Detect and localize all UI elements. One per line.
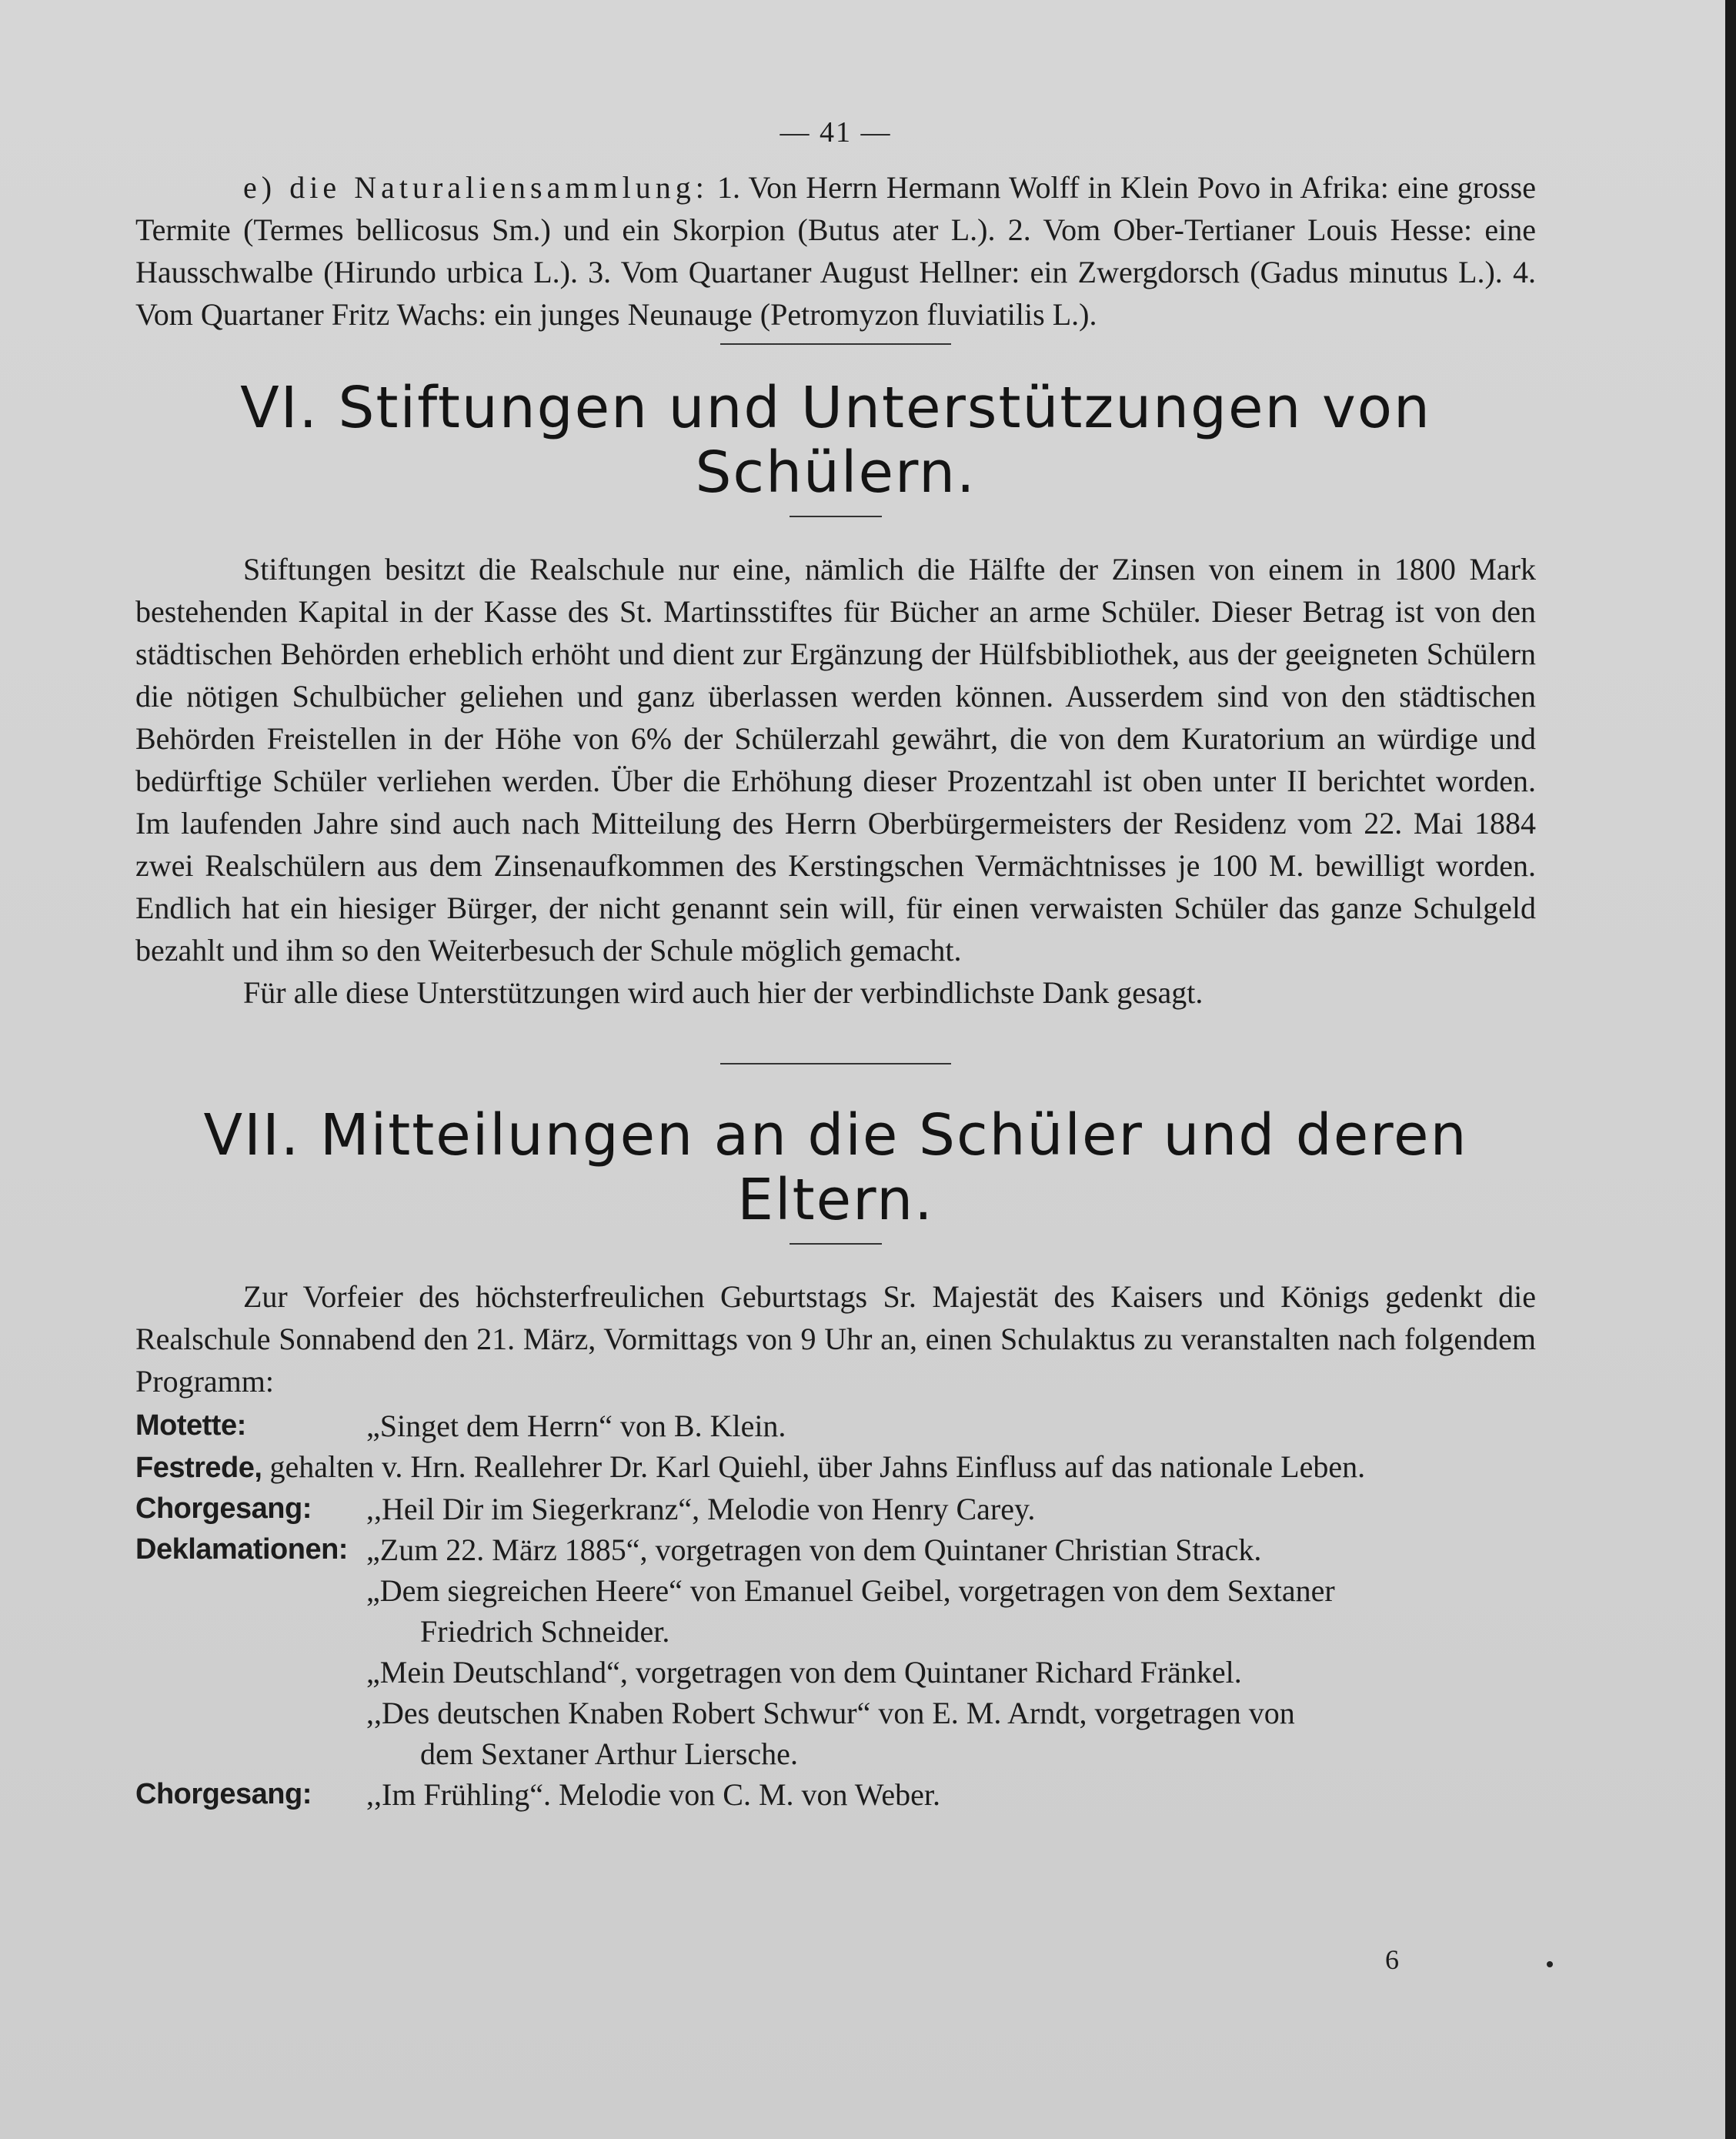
program-label: Chorgesang: xyxy=(135,1492,312,1525)
naturalien-label: e) die Naturaliensammlung: xyxy=(243,170,709,205)
program-item xyxy=(135,1570,1536,1652)
program-text: „Dem siegreichen Heere“ von Emanuel Geibel, vorgetragen von dem Sextaner Friedrich Schneider. xyxy=(366,1573,1335,1649)
program-text: „Mein Deutschland“, vorgetragen von dem Quintaner Richard Fränkel. xyxy=(366,1655,1242,1689)
program-item xyxy=(135,1446,1536,1489)
section-7-title: VII. Mitteilungen an die Schüler und deren Eltern. xyxy=(203,1102,1468,1233)
section-6-title: VI. Stiftungen und Unterstützungen von Schülern. xyxy=(240,375,1431,506)
program-label: Motette: xyxy=(135,1409,246,1442)
signature-mark: 6 xyxy=(1385,1944,1399,1975)
program-list xyxy=(135,1405,1536,1815)
divider xyxy=(720,343,951,345)
program-label xyxy=(135,1570,366,1652)
program-text: ,,Des deutschen Knaben Robert Schwur“ von E. M. Arndt, vorgetragen von dem Sextaner Arthur Liersche. xyxy=(366,1696,1295,1771)
naturalien-text: 1. Von Herrn Hermann Wolff in Klein Povo in Afrika: eine grosse Termite (Termes bellicosus Sm.) und ein Skorpion (Butus ater L.). 2. Vom Ober-Tertianer Louis Hesse: eine Hausschwalbe (Hirundo urbica L.). 3. Vom Quartaner August Hellner: ein Zwergdorsch (Gadus minutus L.). 4. Vom Quartaner Fritz Wachs: ein junges Neunauge (Petromyzon fluviatilis L.). xyxy=(135,170,1536,332)
program-item xyxy=(135,1529,1536,1570)
program-label xyxy=(135,1652,366,1693)
scan-edge xyxy=(1725,0,1736,2139)
program-label: Deklamationen: xyxy=(135,1533,348,1566)
program-item xyxy=(135,1652,1536,1693)
program-label: Festrede, xyxy=(135,1452,262,1484)
naturalien-paragraph xyxy=(135,166,1536,336)
divider xyxy=(790,1243,882,1245)
program-label xyxy=(135,1693,366,1774)
page-number: — 41 — xyxy=(780,116,892,149)
print-dot xyxy=(1547,1961,1553,1967)
divider xyxy=(720,1063,951,1064)
program-text: „Zum 22. März 1885“, vorgetragen von dem Quintaner Christian Strack. xyxy=(366,1532,1262,1567)
divider xyxy=(790,516,882,517)
program-item xyxy=(135,1405,1536,1446)
section-7-intro: Zur Vorfeier des höchsterfreulichen Geburtstags Sr. Majestät des Kaisers und Königs gedenkt die Realschule Sonnabend den 21. März, Vormittags von 9 Uhr an, einen Schulaktus zu veranstalten nach folgendem Programm: xyxy=(135,1279,1536,1399)
program-label: Chorgesang: xyxy=(135,1778,312,1810)
program-text: ,,Im Frühling“. Melodie von C. M. von Weber. xyxy=(366,1777,940,1812)
page-content xyxy=(135,115,1536,1815)
section-6-paragraph: Stiftungen besitzt die Realschule nur eine, nämlich die Hälfte der Zinsen von einem in 1800 Mark bestehenden Kapital in der Kasse des St. Martinsstiftes für Bücher an arme Schüler. Dieser Betrag ist von den städtischen Behörden erheblich erhöht und dient zur Ergänzung der Hülfsbibliothek, aus der geeigneten Schülern die nötigen Schulbücher geliehen und ganz überlassen werden können. Ausserdem sind von den städtischen Behörden Freistellen in der Höhe von 6% der Schülerzahl gewährt, die von dem Kuratorium an würdige und bedürftige Schüler verliehen werden. Über die Erhöhung dieser Prozentzahl ist oben unter II berichtet worden. Im laufenden Jahre sind auch nach Mitteilung des Herrn Oberbürgermeisters der Residenz vom 22. Mai 1884 zwei Realschülern aus dem Zinsenaufkommen des Kerstingschen Vermächtnisses je 100 M. bewilligt worden. Endlich hat ein hiesiger Bürger, der nicht genannt sein will, für einen verwaisten Schüler das ganze Schulgeld bezahlt und ihm so den Weiterbesuch der Schule möglich gemacht. xyxy=(135,552,1536,968)
program-item xyxy=(135,1774,1536,1815)
program-text: „Singet dem Herrn“ von B. Klein. xyxy=(366,1409,786,1443)
program-item xyxy=(135,1693,1536,1774)
program-item xyxy=(135,1489,1536,1529)
program-text: ,,Heil Dir im Siegerkranz“, Melodie von Henry Carey. xyxy=(366,1492,1036,1526)
program-text: Festrede, gehalten v. Hrn. Reallehrer Dr. Karl Quiehl, über Jahns Einfluss auf das nationale Leben. xyxy=(135,1449,1366,1484)
section-6-thanks: Für alle diese Unterstützungen wird auch hier der verbindlichste Dank gesagt. xyxy=(243,975,1204,1010)
